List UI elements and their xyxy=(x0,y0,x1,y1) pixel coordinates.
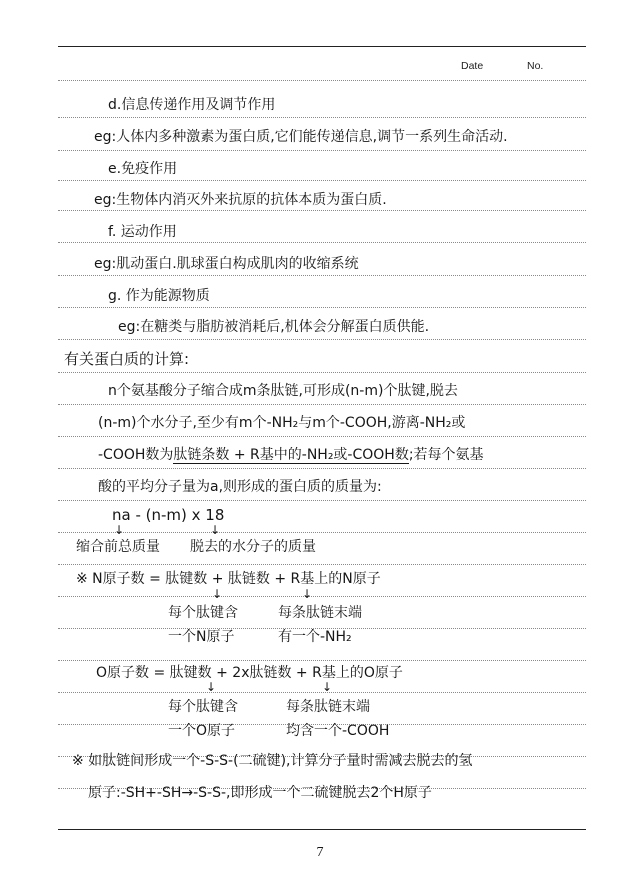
disulfide-note: ※ 如肽链间形成一个-S-S-(二硫键),计算分子量时需减去脱去的氢 xyxy=(72,753,473,769)
ruled-line xyxy=(58,180,586,181)
ruled-line xyxy=(58,339,586,340)
arrow-down-icon: ↓ xyxy=(302,587,313,601)
o-atom-formula: O原子数 = 肽键数 + 2x肽链数 + R基上的O原子 xyxy=(96,665,403,681)
n-atom-note-one-n: 一个N原子 xyxy=(168,629,235,645)
note-line-antibody-example: eg:生物体内消灭外来抗原的抗体本质为蛋白质. xyxy=(94,192,387,208)
section-heading-calculation: 有关蛋白质的计算: xyxy=(64,350,190,368)
ruled-line xyxy=(58,275,586,276)
o-atom-note-peptide-bond: 每个肽键含 xyxy=(168,699,238,715)
arrow-down-icon: ↓ xyxy=(322,680,333,694)
o-atom-note-one-cooh: 均含一个-COOH xyxy=(286,723,390,739)
n-atom-formula: ※ N原子数 = 肽键数 + 肽链数 + R基上的N原子 xyxy=(76,571,381,587)
free-groups-prefix: -COOH数为 xyxy=(98,447,174,463)
free-groups-underlined: 肽链条数 + R基中的-NH₂或-COOH数 xyxy=(173,447,409,463)
arrow-down-icon: ↓ xyxy=(212,587,223,601)
ruled-line xyxy=(58,436,586,437)
ruled-line xyxy=(58,80,586,81)
page-number: 7 xyxy=(316,845,324,860)
ruled-line xyxy=(58,117,586,118)
note-line-energy-example: eg:在糖类与脂肪被消耗后,机体会分解蛋白质供能. xyxy=(118,319,430,335)
note-line-immune: e.免疫作用 xyxy=(108,161,178,177)
n-atom-note-chain-end: 每条肽链末端 xyxy=(278,605,362,621)
ruled-line xyxy=(58,150,586,151)
ruled-line xyxy=(58,532,586,533)
n-atom-note-peptide-bond: 每个肽键含 xyxy=(168,605,238,621)
disulfide-note-continued: 原子:-SH+-SH→-S-S-,即形成一个二硫键脱去2个H原子 xyxy=(88,785,432,801)
number-label: No. xyxy=(527,60,544,72)
note-line-movement: f. 运动作用 xyxy=(108,224,177,240)
free-groups-suffix: ;若每个氨基 xyxy=(408,447,484,463)
note-line-hormone-example: eg:人体内多种激素为蛋白质,它们能传递信息,调节一系列生命活动. xyxy=(94,129,508,145)
o-atom-note-one-o: 一个O原子 xyxy=(168,723,236,739)
note-line-muscle-example: eg:肌动蛋白.肌球蛋白构成肌肉的收缩系统 xyxy=(94,256,359,272)
ruled-line xyxy=(58,210,586,211)
header-top-rule xyxy=(58,46,586,47)
n-atom-note-one-nh2: 有一个-NH₂ xyxy=(278,629,352,645)
ruled-line xyxy=(58,372,586,373)
ruled-line xyxy=(58,242,586,243)
arrow-down-icon: ↓ xyxy=(114,523,125,537)
note-line-average-mass: 酸的平均分子量为a,则形成的蛋白质的质量为: xyxy=(98,479,382,495)
date-label: Date xyxy=(461,60,484,72)
mass-formula-label-total: 缩合前总质量 xyxy=(76,539,160,555)
footer-rule xyxy=(58,829,586,830)
ruled-line xyxy=(58,468,586,469)
note-line-energy: g. 作为能源物质 xyxy=(108,288,210,304)
o-atom-note-chain-end: 每条肽链末端 xyxy=(286,699,370,715)
arrow-down-icon: ↓ xyxy=(210,523,221,537)
note-line-water-molecules: (n-m)个水分子,至少有m个-NH₂与m个-COOH,游离-NH₂或 xyxy=(98,415,466,431)
note-line-condensation: n个氨基酸分子缩合成m条肽链,可形成(n-m)个肽键,脱去 xyxy=(108,383,458,399)
note-line-signal-transfer: d.信息传递作用及调节作用 xyxy=(108,97,276,113)
ruled-line xyxy=(58,404,586,405)
ruled-line xyxy=(58,564,586,565)
note-line-free-groups xyxy=(98,446,484,464)
ruled-line xyxy=(58,500,586,501)
mass-formula: na - (n-m) x 18 xyxy=(112,506,225,524)
ruled-line xyxy=(58,307,586,308)
arrow-down-icon: ↓ xyxy=(206,680,217,694)
ruled-line xyxy=(58,596,586,597)
ruled-line xyxy=(58,660,586,661)
mass-formula-label-water: 脱去的水分子的质量 xyxy=(190,539,316,555)
